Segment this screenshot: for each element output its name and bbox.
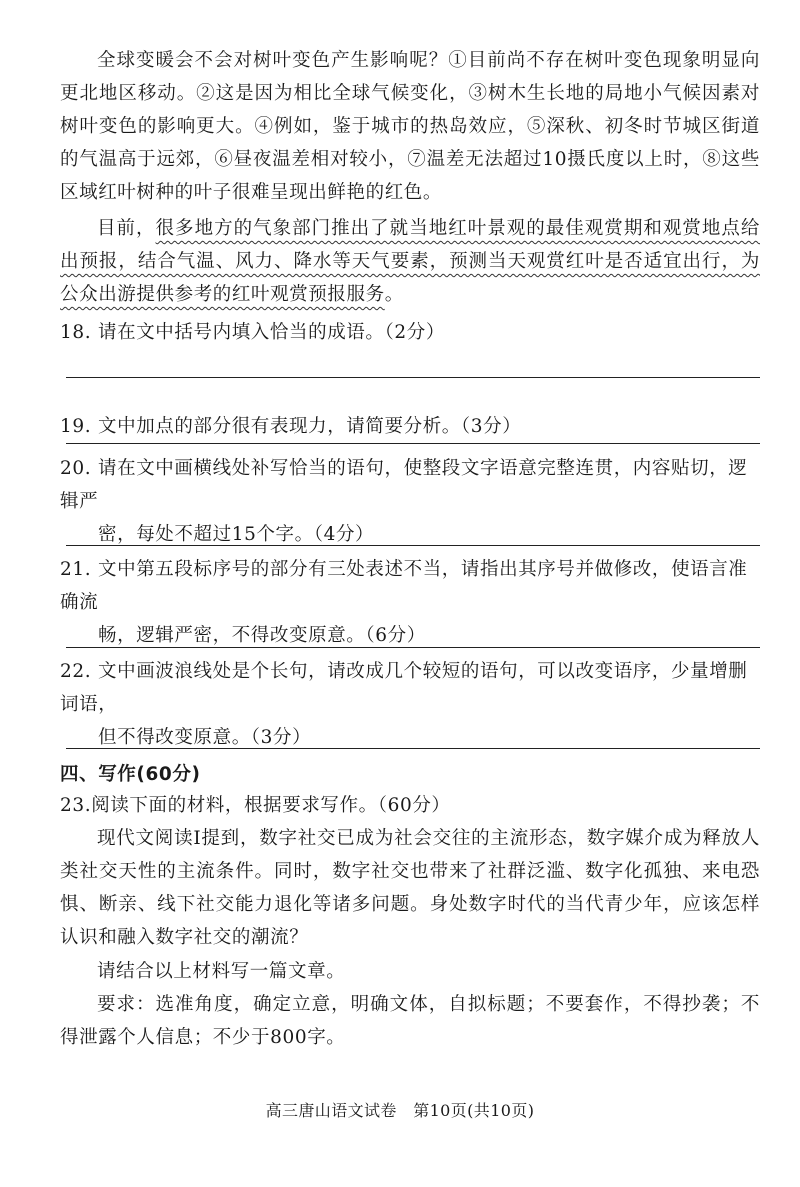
writing-instruction: 请结合以上材料写一篇文章。 (97, 961, 346, 982)
question-text: 请在文中画横线处补写恰当的语句，使整段文字语意完整连贯，内容贴切，逻辑严 (60, 458, 748, 512)
question-text-cont: 密，每处不超过15个字。（4分） (98, 524, 375, 545)
answer-line-20[interactable] (66, 545, 760, 546)
question-text-cont: 畅，逻辑严密，不得改变原意。（6分） (98, 625, 426, 646)
question-text: 文中第五段标序号的部分有三处表述不当，请指出其序号并做修改，使语言准确流 (60, 559, 748, 613)
question-number: 21. (60, 559, 92, 580)
question-19 (60, 410, 760, 443)
wavy-underlined-sentence: 很多地方的气象部门推出了就当地红叶景观的最佳观赏期和观赏地点给出预报，结合气温、风力、降水等天气要素，预测当天观赏红叶是否适宜出行，为公众出游提供参考的红叶观赏预报服务 (60, 218, 760, 305)
question-text: 文中加点的部分很有表现力，请简要分析。（3分） (98, 416, 522, 437)
question-number: 18. (60, 322, 92, 343)
question-18 (60, 316, 760, 349)
answer-line-22[interactable] (66, 748, 760, 749)
passage-paragraph-2 (60, 212, 760, 311)
question-number: 20. (60, 458, 92, 479)
question-20 (60, 452, 760, 551)
question-text: 请在文中括号内填入恰当的成语。（2分） (98, 322, 445, 343)
answer-line-19[interactable] (66, 443, 760, 444)
question-22 (60, 655, 760, 754)
passage-paragraph-1: 全球变暖会不会对树叶变色产生影响呢？①目前尚不存在树叶变色现象明显向更北地区移动。②这是因为相比全球气候变化，③树木生长地的局地小气候因素对树叶变色的影响更大。④例如，鉴于城市的热岛效应，⑤深秋、初冬时节城区街道的气温高于远郊，⑥昼夜温差相对较小，⑦温差无法超过10摄氏度以上时，⑧这些区域红叶树种的叶子很难呈现出鲜艳的红色。 (60, 50, 760, 203)
question-21 (60, 553, 760, 652)
page-footer: 高三唐山语文试卷 第10页(共10页) (265, 1101, 535, 1120)
question-number: 22. (60, 661, 92, 682)
writing-requirements: 要求：选准角度，确定立意，明确文体，自拟标题；不要套作，不得抄袭；不得泄露个人信息；不少于800字。 (60, 994, 760, 1048)
answer-line-18[interactable] (66, 377, 760, 378)
para2-lead: 目前， (97, 218, 156, 239)
question-23: 23.阅读下面的材料，根据要求写作。（60分） (60, 795, 451, 816)
question-number: 19. (60, 416, 92, 437)
para2-end: 。 (384, 284, 404, 305)
question-text-cont: 但不得改变原意。（3分） (98, 727, 312, 748)
section-heading-writing: 四、写作(60分) (60, 764, 201, 785)
question-text: 文中画波浪线处是个长句，请改成几个较短的语句，可以改变语序，少量增删词语， (60, 661, 748, 715)
answer-line-21[interactable] (66, 647, 760, 648)
writing-material: 现代文阅读Ⅰ提到，数字社交已成为社会交往的主流形态，数字媒介成为释放人类社交天性的主流条件。同时，数字社交也带来了社群泛滥、数字化孤独、来电恐惧、断亲、线下社交能力退化等诸多问题。身处数字时代的当代青少年，应该怎样认识和融入数字社交的潮流？ (60, 828, 760, 948)
